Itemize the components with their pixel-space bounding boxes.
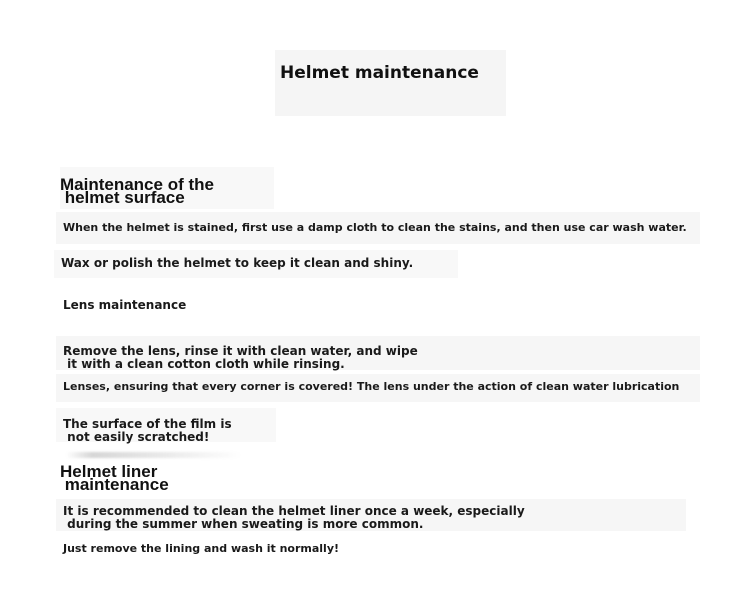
surface-paragraph-2: Wax or polish the helmet to keep it clean and shiny. [54,250,458,278]
liner-paragraph-1: It is recommended to clean the helmet liner once a week, especially during the summer when sweating is more common. [56,499,686,531]
lens-paragraph-2: Lenses, ensuring that every corner is covered! The lens under the action of clean water lubrication [56,374,700,402]
lens-maintenance-heading: Lens maintenance [63,298,187,312]
surface-maintenance-heading: Maintenance of the helmet surface [60,167,274,209]
lens-paragraph-1: Remove the lens, rinse it with clean water, and wipe it with a clean cotton cloth while rinsing. [56,336,700,370]
page-title: Helmet maintenance [275,50,506,116]
surface-paragraph-1: When the helmet is stained, first use a damp cloth to clean the stains, and then use car wash water. [56,212,700,244]
lens-paragraph-3: The surface of the film is not easily scratched! [56,408,276,442]
liner-paragraph-2: Just remove the lining and wash it normally! [63,542,340,555]
liner-maintenance-heading: Helmet liner maintenance [60,462,169,494]
blurred-text-smudge [66,452,242,458]
